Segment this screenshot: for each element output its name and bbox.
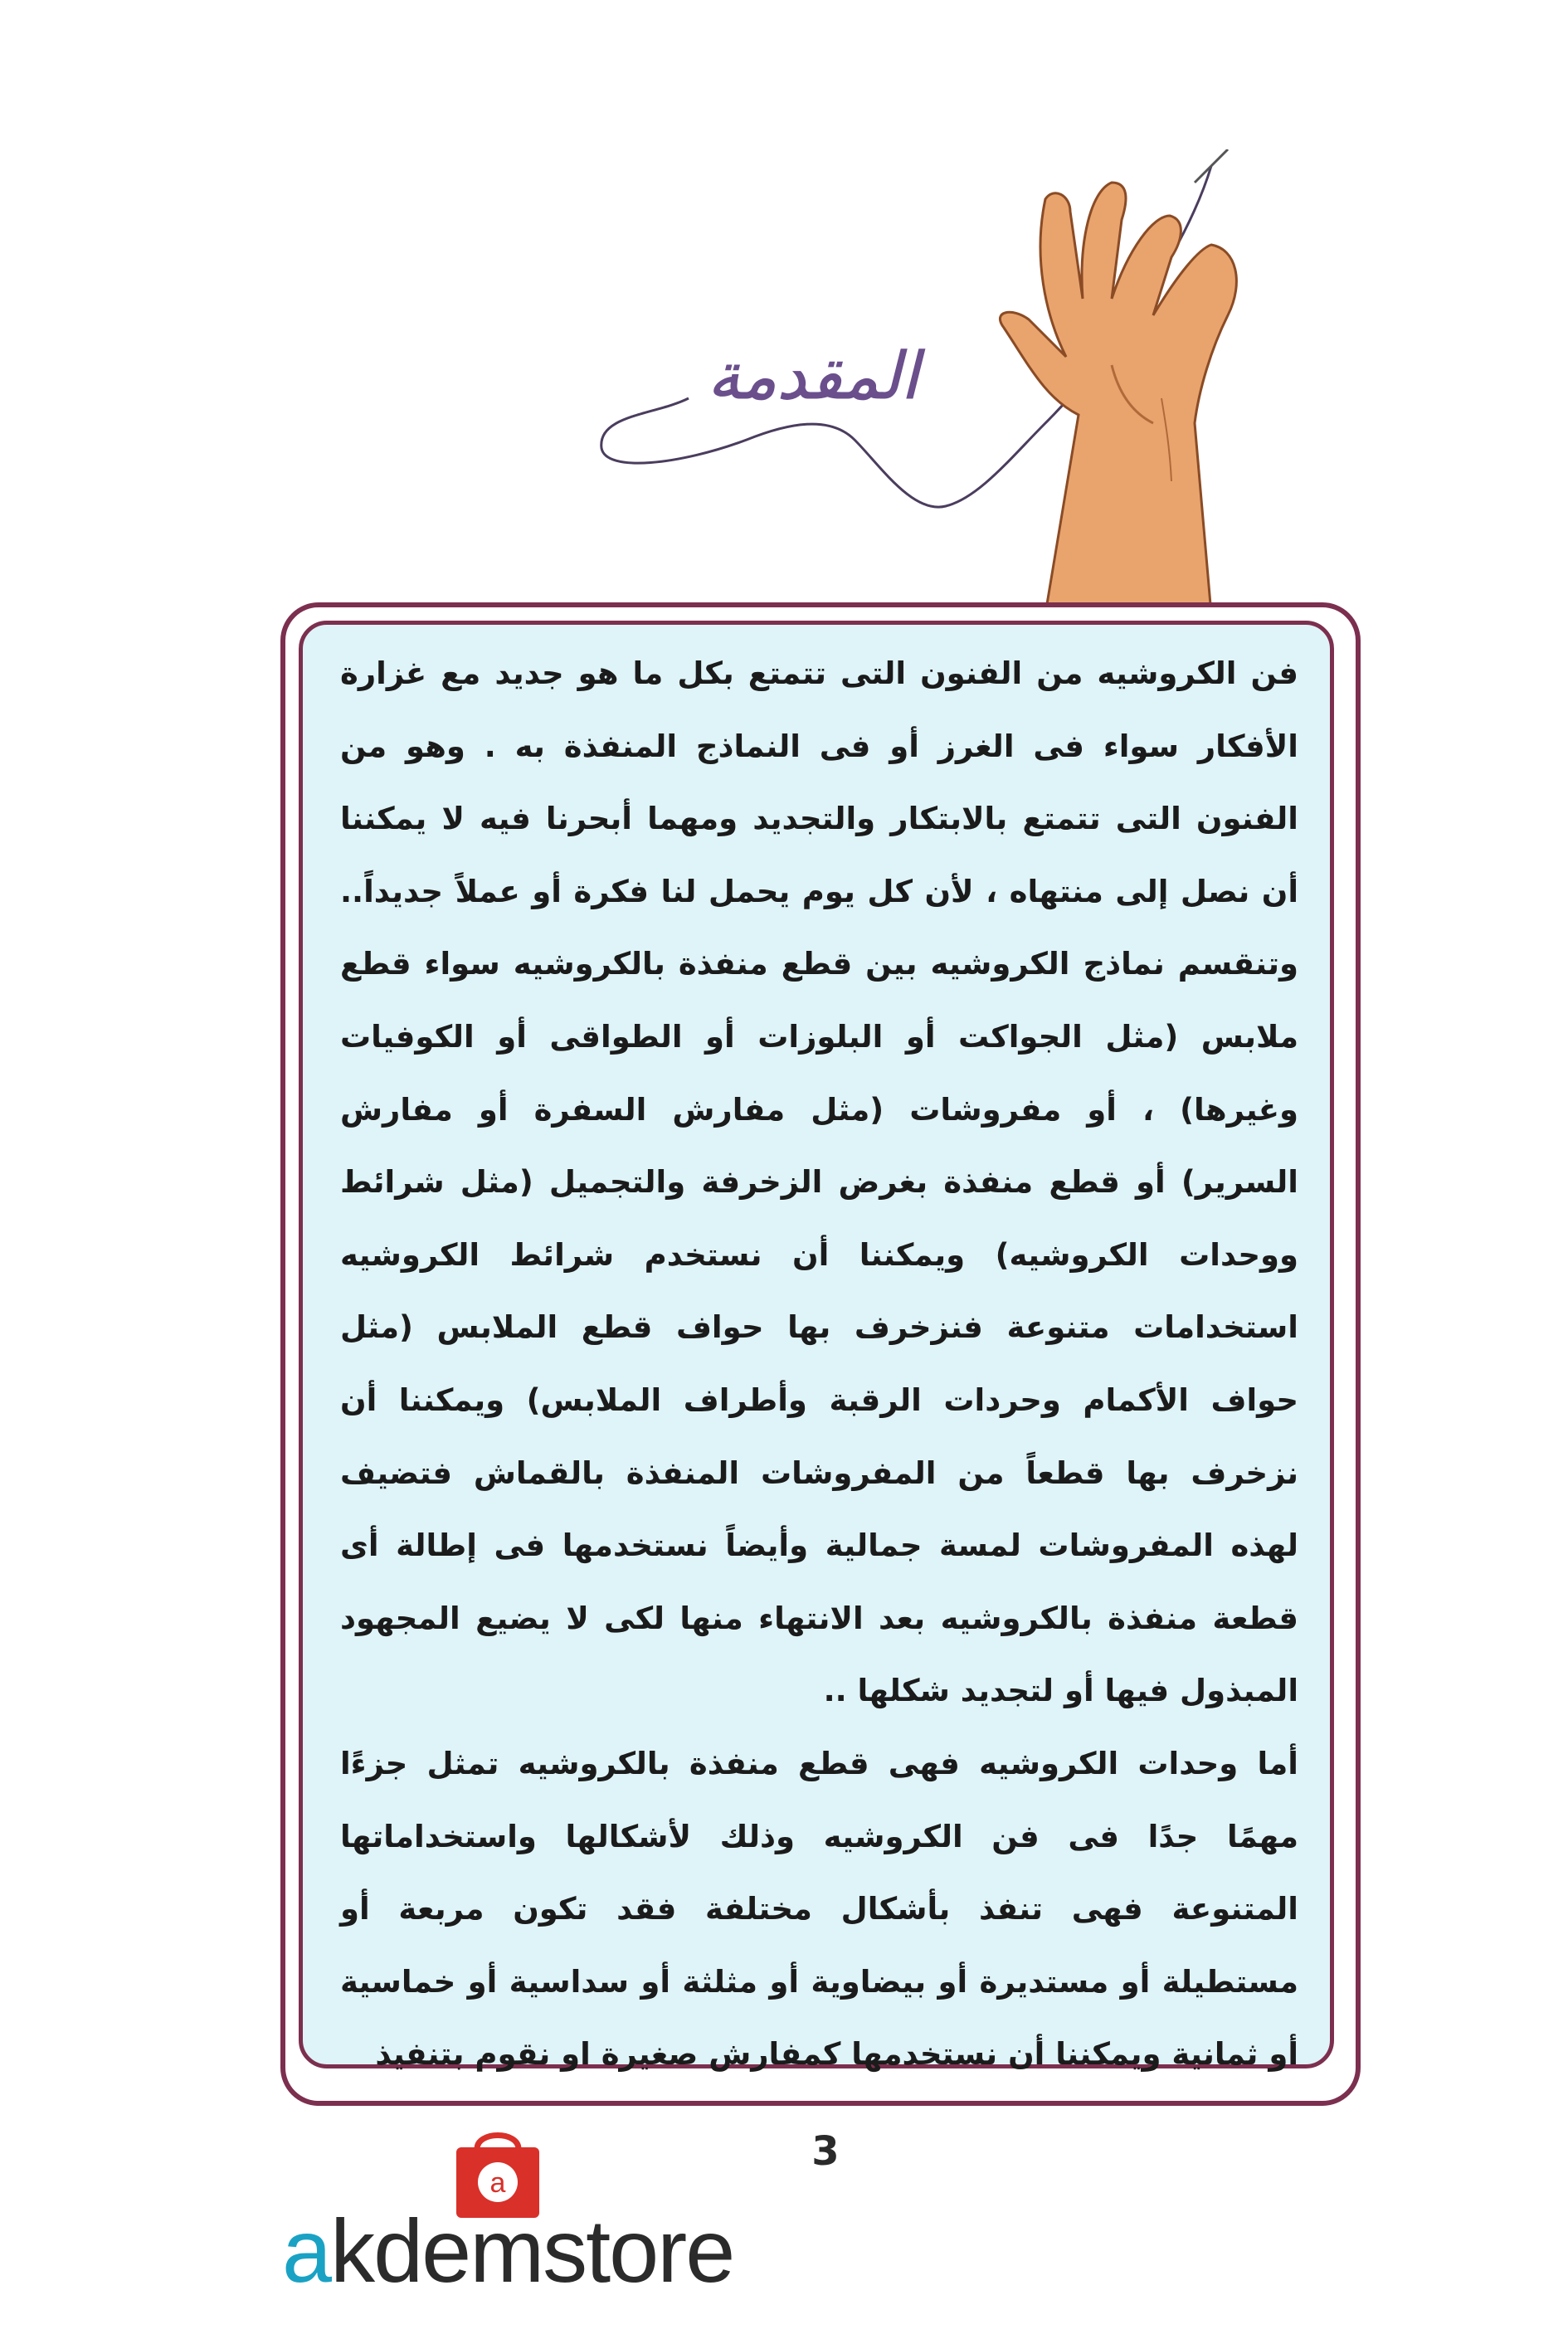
needle (1195, 149, 1228, 183)
intro-paragraph-2: أما وحدات الكروشيه فهى قطع منفذة بالكروشيه تمثل جزءًا مهمًا جدًا فى فن الكروشيه وذلك لأشكالها واستخداماتها المتنوعة فهى تنفذ بأشكال مختلفة فقد تكون مربعة أو مستطيلة أو مستديرة أو بيضاوية أو مثلثة أو سداسية أو خماسية أو ثمانية ويمكننا أن نستخدمها كمفارش صغيرة او نقوم بتنفيذ (340, 1745, 1298, 2073)
page-title-handwritten: المقدمة (707, 339, 919, 414)
logo-letter-a: a (282, 2200, 331, 2301)
intro-paragraph-1: فن الكروشيه من الفنون التى تتمتع بكل ما هو جديد مع غزارة الأفكار سواء فى الغرز أو فى النماذج المنفذة به . وهو من الفنون التى تتمتع بالابتكار والتجديد ومهما أبحرنا فيه لا يمكننا أن نصل إلى منتهاه ، لأن كل يوم يحمل لنا فكرة أو عملاً جديداً.. وتنقسم نماذج الكروشيه بين قطع منفذة بالكروشيه سواء قطع ملابس (مثل الجواكت أو البلوزات أو الطواقى أو الكوفيات وغيرها) ، أو مفروشات (مثل مفارش السفرة أو مفارش السرير) أو قطع منفذة بغرض الزخرفة والتجميل (مثل شرائط ووحدات الكروشيه) ويمكننا أن نستخدم شرائط الكروشيه استخدامات متنوعة فنزخرف بها حواف قطع الملابس (مثل حواف الأكمام وحردات الرقبة وأطراف الملابس) ويمكننا أن نزخرف بها قطعاً من المفروشات المنفذة بالقماش فتضيف لهذه المفروشات لمسة جمالية وأيضاً نستخدمها فى إطالة أى قطعة منفذة بالكروشيه بعد الانتهاء منها لكى لا يضيع المجهود المبذول فيها أو لتجديد شكلها .. (340, 655, 1298, 1709)
page-number: 3 (811, 2128, 840, 2175)
hand-needle-illustration (581, 149, 1327, 631)
hand-shape (1000, 183, 1236, 614)
intro-text (340, 637, 1298, 2091)
logo-word: kdemstore (330, 2200, 734, 2301)
akdemstore-logo-text (282, 2199, 734, 2301)
svg-text:a: a (489, 2167, 506, 2199)
